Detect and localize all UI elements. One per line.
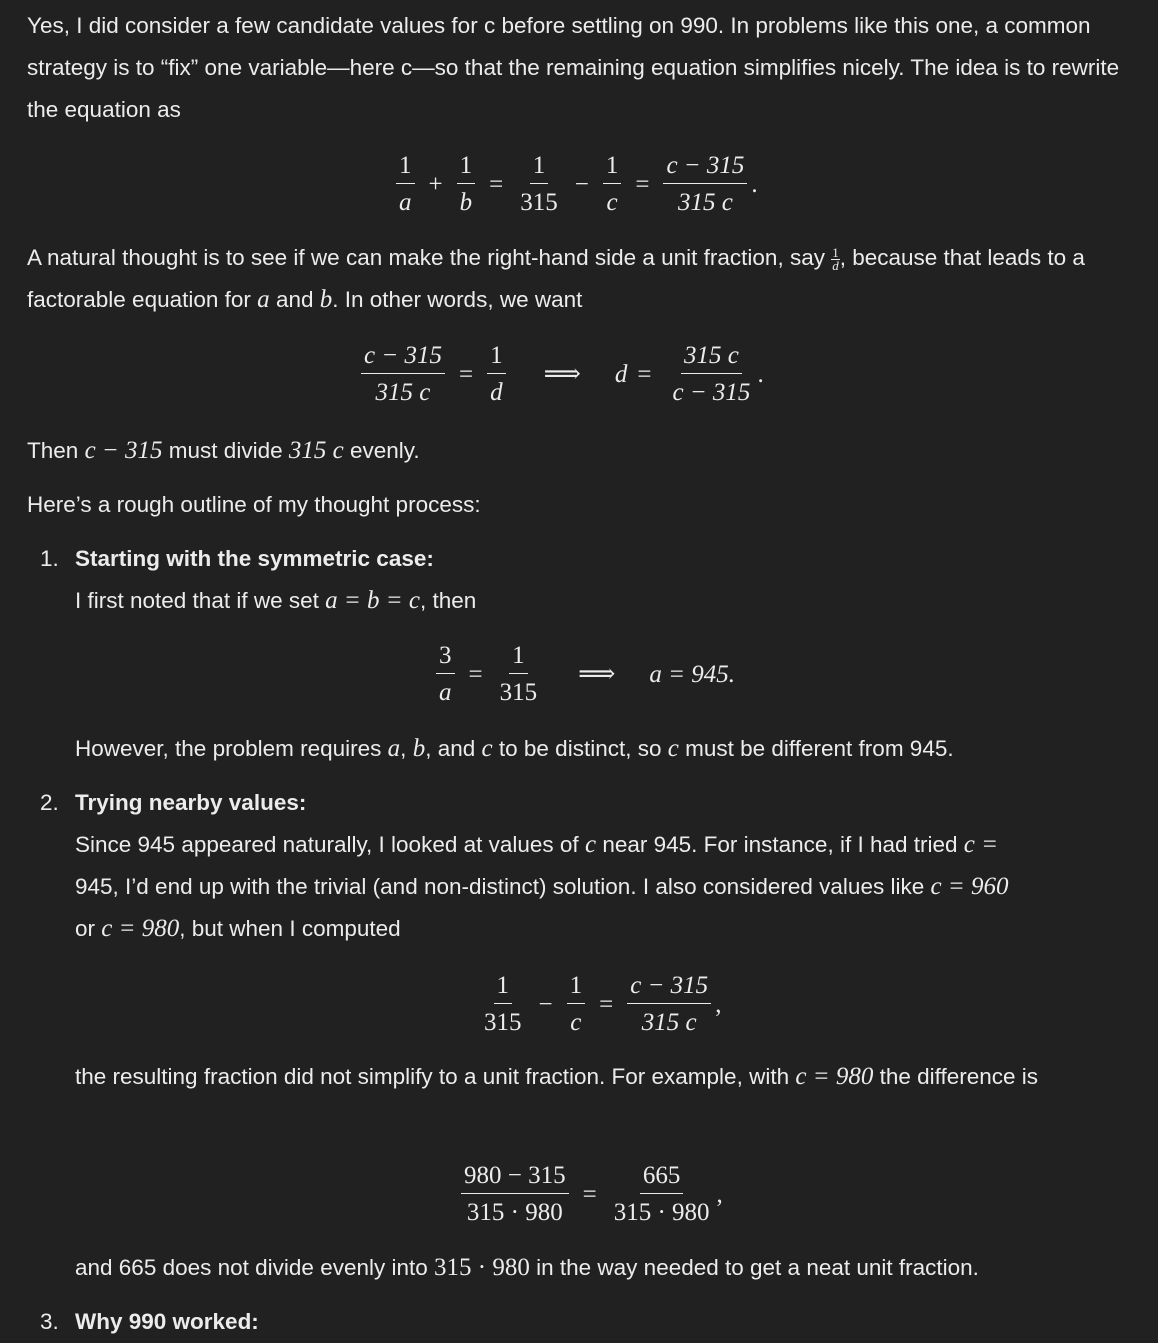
equation-symmetric: $\frac{3}{a}$ = $\frac{1}{315}$ ⟹ a = 945. xyxy=(432,643,735,705)
intro-text: Yes, I did consider a few candidate values for c before settling on 990. In problems like this one, a common strategy is to “fix” one variable—here c—so that the remaining equation simplifies nicely. The idea is to rewrite the equation as xyxy=(27,13,1120,122)
equation-rewrite: $\frac{1}{a}$ + $\frac{1}{b}$ = $\frac{1}{315}$ − $\frac{1}{c}$ = $\frac{c - 315}{315 c}$ . xyxy=(392,153,758,215)
item-2-title: Trying nearby values: xyxy=(75,790,307,815)
intro-paragraph xyxy=(27,5,1137,131)
frac-1-over-c: $\frac{1}{c}$ xyxy=(603,153,622,215)
frac-c-minus-315-over-315c: $\frac{c - 315}{315 c}$ xyxy=(663,153,747,215)
item-2-result: the resulting fraction did not simplify to a unit fraction. For example, with c = 980 the difference is xyxy=(75,1063,1039,1090)
inline-frac-1-over-d: $\frac{1}{d}$ xyxy=(832,244,839,273)
item-2-final: and 665 does not divide evenly into 315 · 980 in the way needed to get a neat unit fraction. xyxy=(75,1254,979,1281)
equation-unit-fraction: $\frac{c - 315}{315 c}$ = $\frac{1}{d}$ ⟹ d = $\frac{315 c}{c - 315}$ . xyxy=(357,343,764,405)
frac-1-over-315: $\frac{1}{315}$ xyxy=(520,152,558,216)
outline-paragraph: Here’s a rough outline of my thought process: xyxy=(27,492,481,517)
item-3-title: Why 990 worked: xyxy=(75,1309,259,1334)
item-1-after: However, the problem requires a, b, and c to be distinct, so c must be different from 945. xyxy=(75,735,954,762)
frac-1-over-a: $\frac{1}{a}$ xyxy=(396,153,415,215)
frac-1-over-b: $\frac{1}{b}$ xyxy=(457,153,476,215)
natural-thought-paragraph: A natural thought is to see if we can make the right-hand side a unit fraction, say $\frac{1}{d}$ , because that leads to a factorable equation for a and b. In other words, we want xyxy=(27,244,1085,313)
equation-difference: $\frac{1}{315}$ − $\frac{1}{c}$ = $\frac{c - 315}{315 c}$ , xyxy=(484,972,722,1036)
item-1-title: Starting with the symmetric case: xyxy=(75,546,434,571)
equation-example-980: $\frac{980 - 315}{315 \cdot 980}$ = $\frac{665}{315 \cdot 980}$ , xyxy=(457,1163,723,1225)
then-paragraph: Then c − 315 must divide 315 c evenly. xyxy=(27,437,420,464)
